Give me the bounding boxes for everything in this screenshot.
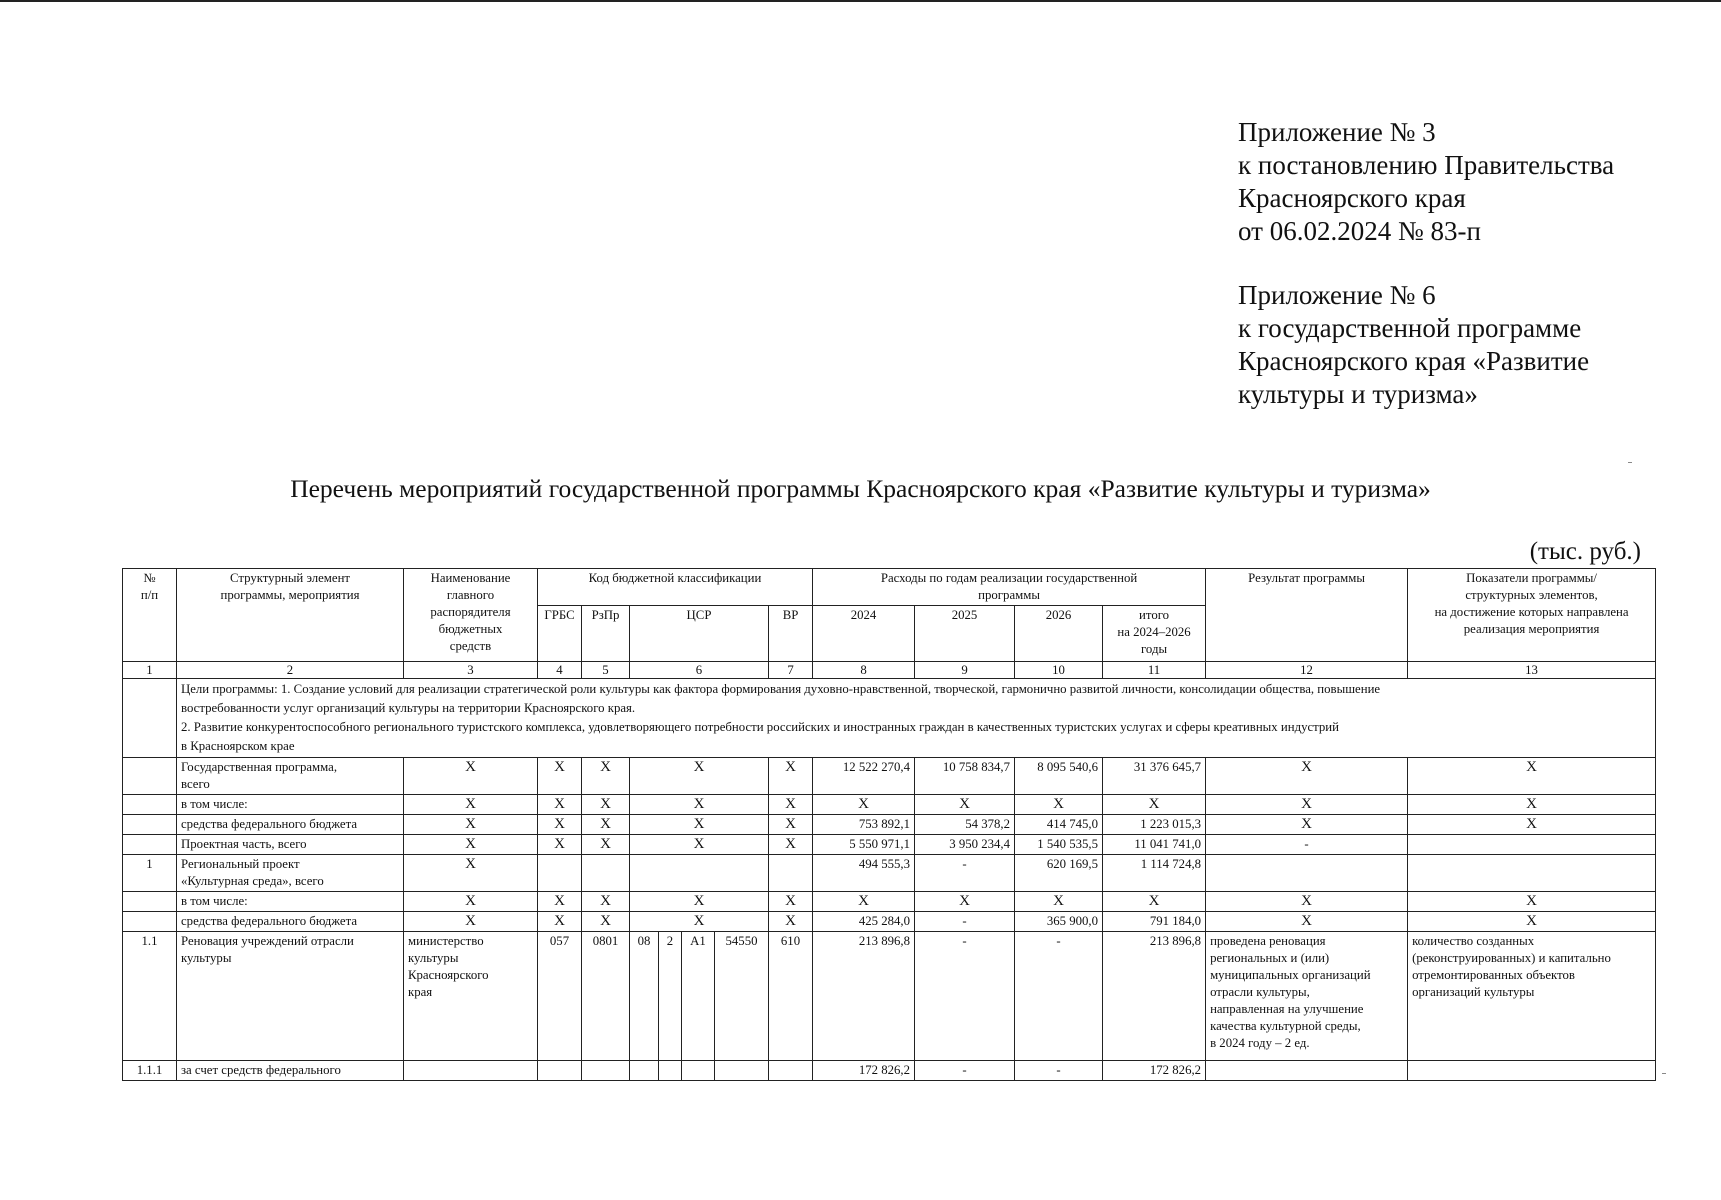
scan-mark xyxy=(1662,1073,1666,1074)
column-number: 9 xyxy=(915,662,1015,679)
column-number: 11 xyxy=(1103,662,1206,679)
header-text: программы, мероприятия xyxy=(220,588,360,602)
goals-line: 2. Развитие конкурентоспособного регионального туристского комплекса, удовлетворяющего потребности российских и иностранных граждан в качественных туристских услугах и сферы креативных индустрий xyxy=(181,720,1340,734)
appendix-decree-block xyxy=(1238,116,1614,248)
row-2025: - xyxy=(915,855,1015,892)
row-num: 1 xyxy=(123,855,177,892)
row-csr: X xyxy=(630,815,769,835)
row-2025: - xyxy=(915,912,1015,932)
row-csr-program xyxy=(630,1061,659,1081)
row-vr: X xyxy=(769,892,813,912)
row-vr: X xyxy=(769,815,813,835)
row-result: X xyxy=(1206,912,1408,932)
header-text: Наименование xyxy=(430,571,511,585)
row-num xyxy=(123,892,177,912)
row-grbs xyxy=(538,1061,582,1081)
row-2024: 494 555,3 xyxy=(813,855,915,892)
row-grbs: X xyxy=(538,892,582,912)
row-admin-line: края xyxy=(408,985,433,999)
row-rzpr xyxy=(582,855,630,892)
row-2024: X xyxy=(813,795,915,815)
row-result: X xyxy=(1206,758,1408,795)
row-name: за счет средств федерального xyxy=(177,1061,404,1081)
row-num: 1.1.1 xyxy=(123,1061,177,1081)
row-rzpr: X xyxy=(582,892,630,912)
row-name-line: в том числе: xyxy=(181,797,248,811)
row-csr-project: А1 xyxy=(682,932,715,1061)
row-result: X xyxy=(1206,795,1408,815)
row-name-line: в том числе: xyxy=(181,894,248,908)
row-2025: - xyxy=(915,932,1015,1061)
row-result-line: отрасли культуры, xyxy=(1210,985,1310,999)
table-row xyxy=(123,815,1656,835)
row-indicator: X xyxy=(1408,892,1656,912)
row-csr: X xyxy=(630,758,769,795)
row-total: 172 826,2 xyxy=(1103,1061,1206,1081)
column-number: 1 xyxy=(123,662,177,679)
row-total: X xyxy=(1103,892,1206,912)
row-rzpr xyxy=(582,1061,630,1081)
row-name-line: Государственная программа, xyxy=(181,760,338,774)
row-2025: X xyxy=(915,892,1015,912)
header-text: Структурный элемент xyxy=(229,571,351,585)
row-name-line: Проектная часть, всего xyxy=(181,837,307,851)
row-2024: 12 522 270,4 xyxy=(813,758,915,795)
column-number: 3 xyxy=(404,662,538,679)
row-rzpr: X xyxy=(582,795,630,815)
column-number: 5 xyxy=(582,662,630,679)
header-2024: 2024 xyxy=(813,606,915,662)
row-total: 1 114 724,8 xyxy=(1103,855,1206,892)
row-name xyxy=(177,912,404,932)
row-csr: X xyxy=(630,912,769,932)
column-number: 7 xyxy=(769,662,813,679)
row-rzpr: X xyxy=(582,758,630,795)
row-admin-line: министерство xyxy=(408,934,484,948)
header-num xyxy=(123,569,177,662)
row-grbs: X xyxy=(538,835,582,855)
row-indicator-line: отремонтированных объектов xyxy=(1412,968,1575,982)
row-total: 213 896,8 xyxy=(1103,932,1206,1061)
row-2024: 172 826,2 xyxy=(813,1061,915,1081)
row-total: X xyxy=(1103,795,1206,815)
row-result: X xyxy=(1206,815,1408,835)
row-csr-project xyxy=(682,1061,715,1081)
row-admin: X xyxy=(404,912,538,932)
row-num xyxy=(123,912,177,932)
row-name-line: Реновация учреждений отрасли xyxy=(181,934,354,948)
row-admin: X xyxy=(404,815,538,835)
measures-table xyxy=(122,568,1656,1081)
row-num xyxy=(123,835,177,855)
header-grbs: ГРБС xyxy=(538,606,582,662)
appendix-decree-line: Приложение № 3 xyxy=(1238,117,1436,147)
header-element xyxy=(177,569,404,662)
row-admin: X xyxy=(404,835,538,855)
row-indicator xyxy=(1408,1061,1656,1081)
row-indicator-line: (реконструированных) и капитально xyxy=(1412,951,1611,965)
goals-line: в Красноярском крае xyxy=(181,739,295,753)
row-grbs: X xyxy=(538,815,582,835)
row-indicator: X xyxy=(1408,815,1656,835)
row-2026: 620 169,5 xyxy=(1015,855,1103,892)
row-name xyxy=(177,892,404,912)
row-num xyxy=(123,758,177,795)
goals-row xyxy=(123,679,1656,758)
header-text: Расходы по годам реализации государственной xyxy=(880,571,1138,585)
header-budget-code: Код бюджетной классификации xyxy=(538,569,813,606)
header-text: бюджетных xyxy=(438,622,503,636)
row-name xyxy=(177,835,404,855)
row-2026: 1 540 535,5 xyxy=(1015,835,1103,855)
row-total: 791 184,0 xyxy=(1103,912,1206,932)
row-grbs: X xyxy=(538,795,582,815)
appendix-program-block xyxy=(1238,279,1589,411)
appendix-program-line: Приложение № 6 xyxy=(1238,280,1436,310)
header-text: структурных элементов, xyxy=(1465,588,1598,602)
units-label: (тыс. руб.) xyxy=(1529,538,1641,565)
row-result-line: муниципальных организаций xyxy=(1210,968,1371,982)
row-indicator: X xyxy=(1408,912,1656,932)
column-number: 2 xyxy=(177,662,404,679)
appendix-decree-line: от 06.02.2024 № 83-п xyxy=(1238,216,1481,246)
row-vr: 610 xyxy=(769,932,813,1061)
row-rzpr: X xyxy=(582,815,630,835)
table-row xyxy=(123,835,1656,855)
row-indicator xyxy=(1408,835,1656,855)
header-text: на 2024–2026 xyxy=(1117,625,1191,639)
row-result xyxy=(1206,932,1408,1061)
header-csr: ЦСР xyxy=(630,606,769,662)
row-indicator xyxy=(1408,932,1656,1061)
row-csr xyxy=(630,855,769,892)
row-grbs: 057 xyxy=(538,932,582,1061)
row-admin: X xyxy=(404,855,538,892)
row-admin: X xyxy=(404,758,538,795)
header-expenses xyxy=(813,569,1206,606)
row-csr-program: 08 xyxy=(630,932,659,1061)
row-name-line: Региональный проект xyxy=(181,857,300,871)
table-row xyxy=(123,892,1656,912)
table-row-1-1 xyxy=(123,932,1656,1061)
header-indicators xyxy=(1408,569,1656,662)
row-2025: 54 378,2 xyxy=(915,815,1015,835)
header-2025: 2025 xyxy=(915,606,1015,662)
row-grbs: X xyxy=(538,758,582,795)
row-result-line: качества культурной среды, xyxy=(1210,1019,1361,1033)
row-name xyxy=(177,855,404,892)
header-text: распорядителя xyxy=(430,605,511,619)
row-total: 11 041 741,0 xyxy=(1103,835,1206,855)
table-row xyxy=(123,795,1656,815)
row-csr: X xyxy=(630,835,769,855)
row-indicator xyxy=(1408,855,1656,892)
row-grbs: X xyxy=(538,912,582,932)
header-text: Показатели программы/ xyxy=(1466,571,1597,585)
header-text: итого xyxy=(1139,608,1170,622)
row-num xyxy=(123,815,177,835)
header-admin xyxy=(404,569,538,662)
row-2025: 3 950 234,4 xyxy=(915,835,1015,855)
header-text: п/п xyxy=(140,588,159,602)
row-csr-subprogram xyxy=(659,1061,682,1081)
row-csr-direction xyxy=(715,1061,769,1081)
row-2026: - xyxy=(1015,1061,1103,1081)
row-name xyxy=(177,815,404,835)
appendix-program-line: Красноярского края «Развитие xyxy=(1238,346,1590,376)
appendix-decree-line: Красноярского края xyxy=(1238,183,1466,213)
row-vr: X xyxy=(769,835,813,855)
row-rzpr: 0801 xyxy=(582,932,630,1061)
appendix-program-line: культуры и туризма» xyxy=(1238,379,1478,409)
row-num xyxy=(123,795,177,815)
row-rzpr: X xyxy=(582,912,630,932)
header-text: на достижение которых направлена xyxy=(1434,605,1629,619)
column-number: 10 xyxy=(1015,662,1103,679)
row-admin xyxy=(404,1061,538,1081)
row-2026: 8 095 540,6 xyxy=(1015,758,1103,795)
row-2026: X xyxy=(1015,892,1103,912)
row-grbs xyxy=(538,855,582,892)
row-2024: 753 892,1 xyxy=(813,815,915,835)
row-admin xyxy=(404,932,538,1061)
row-2024: X xyxy=(813,892,915,912)
row-result: - xyxy=(1206,835,1408,855)
row-name xyxy=(177,932,404,1061)
row-rzpr: X xyxy=(582,835,630,855)
row-total: 31 376 645,7 xyxy=(1103,758,1206,795)
row-vr xyxy=(769,855,813,892)
goals-line: востребованности услуг организаций культуры на территории Красноярского края. xyxy=(181,701,636,715)
row-csr-subprogram: 2 xyxy=(659,932,682,1061)
row-result-line: направленная на улучшение xyxy=(1210,1002,1364,1016)
row-2025: X xyxy=(915,795,1015,815)
table-row xyxy=(123,912,1656,932)
row-indicator-line: организаций культуры xyxy=(1412,985,1535,999)
header-vr: ВР xyxy=(769,606,813,662)
goals-num-cell xyxy=(123,679,177,758)
header-text: реализация мероприятия xyxy=(1463,622,1600,636)
column-number: 13 xyxy=(1408,662,1656,679)
header-text: программы xyxy=(978,588,1040,602)
row-2026: 414 745,0 xyxy=(1015,815,1103,835)
row-csr: X xyxy=(630,892,769,912)
header-text: годы xyxy=(1141,642,1168,656)
row-admin-line: культуры xyxy=(408,951,459,965)
program-goals xyxy=(177,679,1656,758)
row-vr: X xyxy=(769,912,813,932)
row-csr: X xyxy=(630,795,769,815)
column-number: 8 xyxy=(813,662,915,679)
row-result xyxy=(1206,1061,1408,1081)
top-border-line xyxy=(0,0,1721,2)
table-row-1-1-1 xyxy=(123,1061,1656,1081)
row-name-line: средства федерального бюджета xyxy=(181,817,358,831)
row-name xyxy=(177,758,404,795)
row-vr xyxy=(769,1061,813,1081)
row-2026: X xyxy=(1015,795,1103,815)
header-text: главного xyxy=(446,588,495,602)
row-result xyxy=(1206,855,1408,892)
row-name-line: всего xyxy=(181,777,210,791)
scan-mark xyxy=(1628,462,1632,463)
row-vr: X xyxy=(769,795,813,815)
row-name xyxy=(177,795,404,815)
column-number-row xyxy=(123,662,1656,679)
header-result: Результат программы xyxy=(1206,569,1408,662)
row-indicator: X xyxy=(1408,758,1656,795)
row-result-line: проведена реновация xyxy=(1210,934,1326,948)
row-total: 1 223 015,3 xyxy=(1103,815,1206,835)
header-rzpr: РзПр xyxy=(582,606,630,662)
header-total xyxy=(1103,606,1206,662)
row-admin-line: Красноярского xyxy=(408,968,489,982)
column-number: 4 xyxy=(538,662,582,679)
header-text: средств xyxy=(449,639,492,653)
row-2026: 365 900,0 xyxy=(1015,912,1103,932)
row-indicator: X xyxy=(1408,795,1656,815)
goals-line: Цели программы: 1. Создание условий для реализации стратегической роли культуры как фактора формирования духовно-нравственной, творческой, гармонично развитой личности, консолидации общества, повышение xyxy=(181,682,1381,696)
row-result-line: региональных и (или) xyxy=(1210,951,1330,965)
row-2024: 213 896,8 xyxy=(813,932,915,1061)
row-2026: - xyxy=(1015,932,1103,1061)
row-result: X xyxy=(1206,892,1408,912)
row-name-line: «Культурная среда», всего xyxy=(181,874,324,888)
row-admin: X xyxy=(404,892,538,912)
row-vr: X xyxy=(769,758,813,795)
row-num: 1.1 xyxy=(123,932,177,1061)
row-name-line: культуры xyxy=(181,951,232,965)
appendix-decree-line: к постановлению Правительства xyxy=(1238,150,1615,180)
row-2024: 425 284,0 xyxy=(813,912,915,932)
row-csr-direction: 54550 xyxy=(715,932,769,1061)
table-row xyxy=(123,758,1656,795)
document-title: Перечень мероприятий государственной программы Красноярского края «Развитие культуры и туризма» xyxy=(290,474,1431,503)
header-text: № xyxy=(143,571,156,585)
header-2026: 2026 xyxy=(1015,606,1103,662)
row-2025: - xyxy=(915,1061,1015,1081)
row-2025: 10 758 834,7 xyxy=(915,758,1015,795)
row-2024: 5 550 971,1 xyxy=(813,835,915,855)
row-name-line: средства федерального бюджета xyxy=(181,914,358,928)
row-indicator-line: количество созданных xyxy=(1412,934,1535,948)
row-admin: X xyxy=(404,795,538,815)
column-number: 12 xyxy=(1206,662,1408,679)
column-number: 6 xyxy=(630,662,769,679)
row-result-line: в 2024 году – 2 ед. xyxy=(1210,1036,1310,1050)
appendix-program-line: к государственной программе xyxy=(1238,313,1582,343)
table-row xyxy=(123,855,1656,892)
